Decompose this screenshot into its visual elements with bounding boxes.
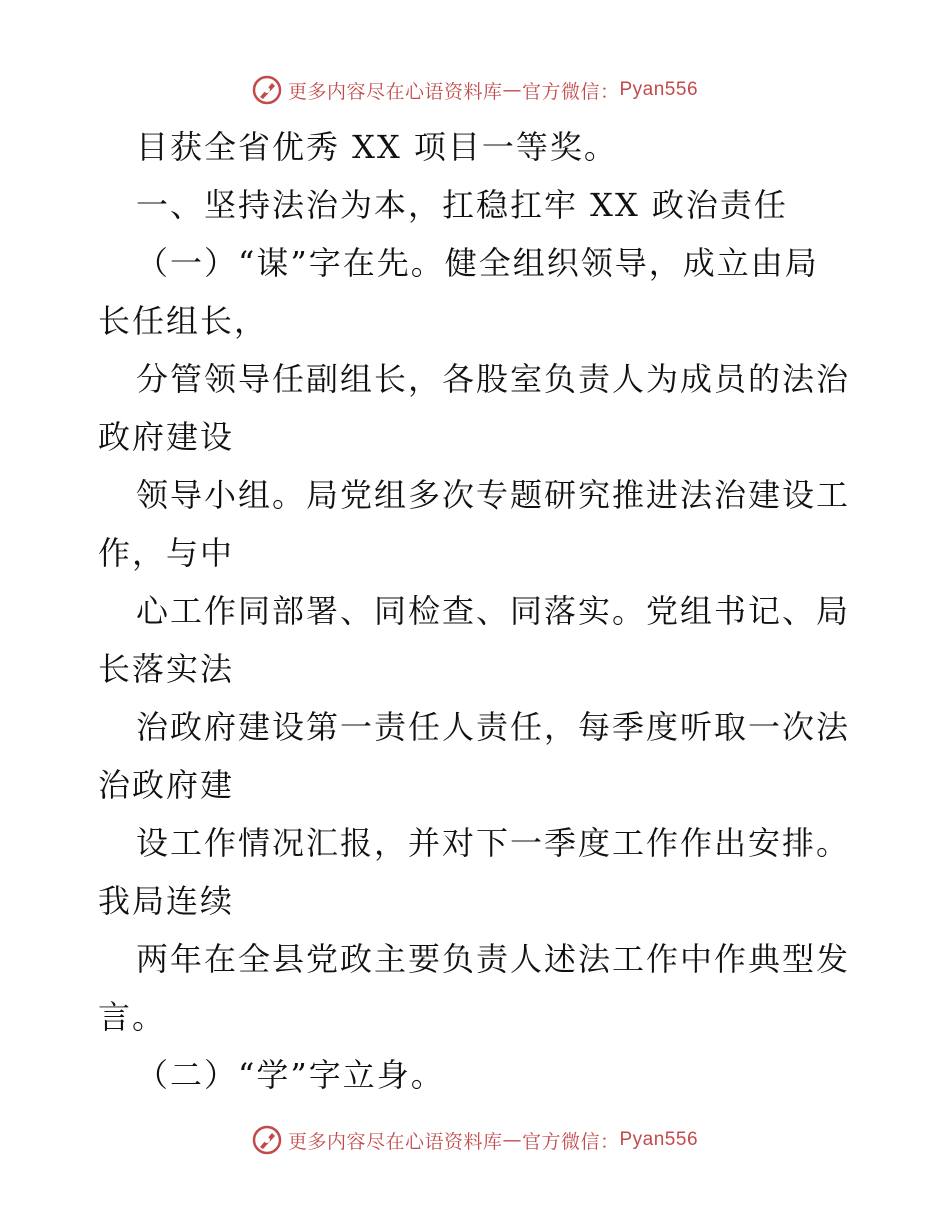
text-line: 作，与中 xyxy=(98,534,235,572)
text-line: 长任组长， xyxy=(98,302,269,340)
watermark-text: 更多内容尽在心语资料库 xyxy=(287,80,503,103)
text-line: 心工作同部署、同检查、同落实。党组书记、局 xyxy=(136,592,851,630)
subsection-heading: （二）“学”字立身。 xyxy=(136,1056,445,1094)
quill-logo-icon xyxy=(252,1125,282,1155)
text-line: （一）“谋”字在先。健全组织领导，成立由局 xyxy=(136,244,819,282)
text-line: 目获全省优秀 XX 项目一等奖。 xyxy=(136,128,618,166)
header-watermark xyxy=(0,70,950,110)
text-line: 治政府建设第一责任人责任，每季度听取一次法 xyxy=(136,708,851,746)
text-line: 言。 xyxy=(98,998,167,1036)
section-heading: 一、坚持法治为本，扛稳扛牢 XX 政治责任 xyxy=(136,186,788,224)
watermark-wechat-label: 官方微信： xyxy=(521,80,620,103)
text-line: 设工作情况汇报，并对下一季度工作作出安排。 xyxy=(136,824,851,862)
watermark-text: 更多内容尽在心语资料库 xyxy=(287,1130,503,1153)
text-line: 两年在全县党政主要负责人述法工作中作典型发 xyxy=(136,940,851,978)
watermark-wechat-label: 官方微信： xyxy=(521,1130,620,1153)
quill-logo-icon xyxy=(252,75,282,105)
watermark-wechat-id: Pyan556 xyxy=(619,1129,699,1150)
document-body xyxy=(98,118,858,1104)
text-line: 我局连续 xyxy=(98,882,235,920)
text-line: 长落实法 xyxy=(98,650,235,688)
watermark-separator: — xyxy=(502,79,522,101)
text-line: 政府建设 xyxy=(98,418,235,456)
footer-watermark xyxy=(0,1120,950,1160)
text-line: 分管领导任副组长，各股室负责人为成员的法治 xyxy=(136,360,851,398)
watermark-separator: — xyxy=(502,1129,522,1151)
watermark-wechat-id: Pyan556 xyxy=(619,79,699,100)
text-line: 治政府建 xyxy=(98,766,235,804)
text-line: 领导小组。局党组多次专题研究推进法治建设工 xyxy=(136,476,851,514)
